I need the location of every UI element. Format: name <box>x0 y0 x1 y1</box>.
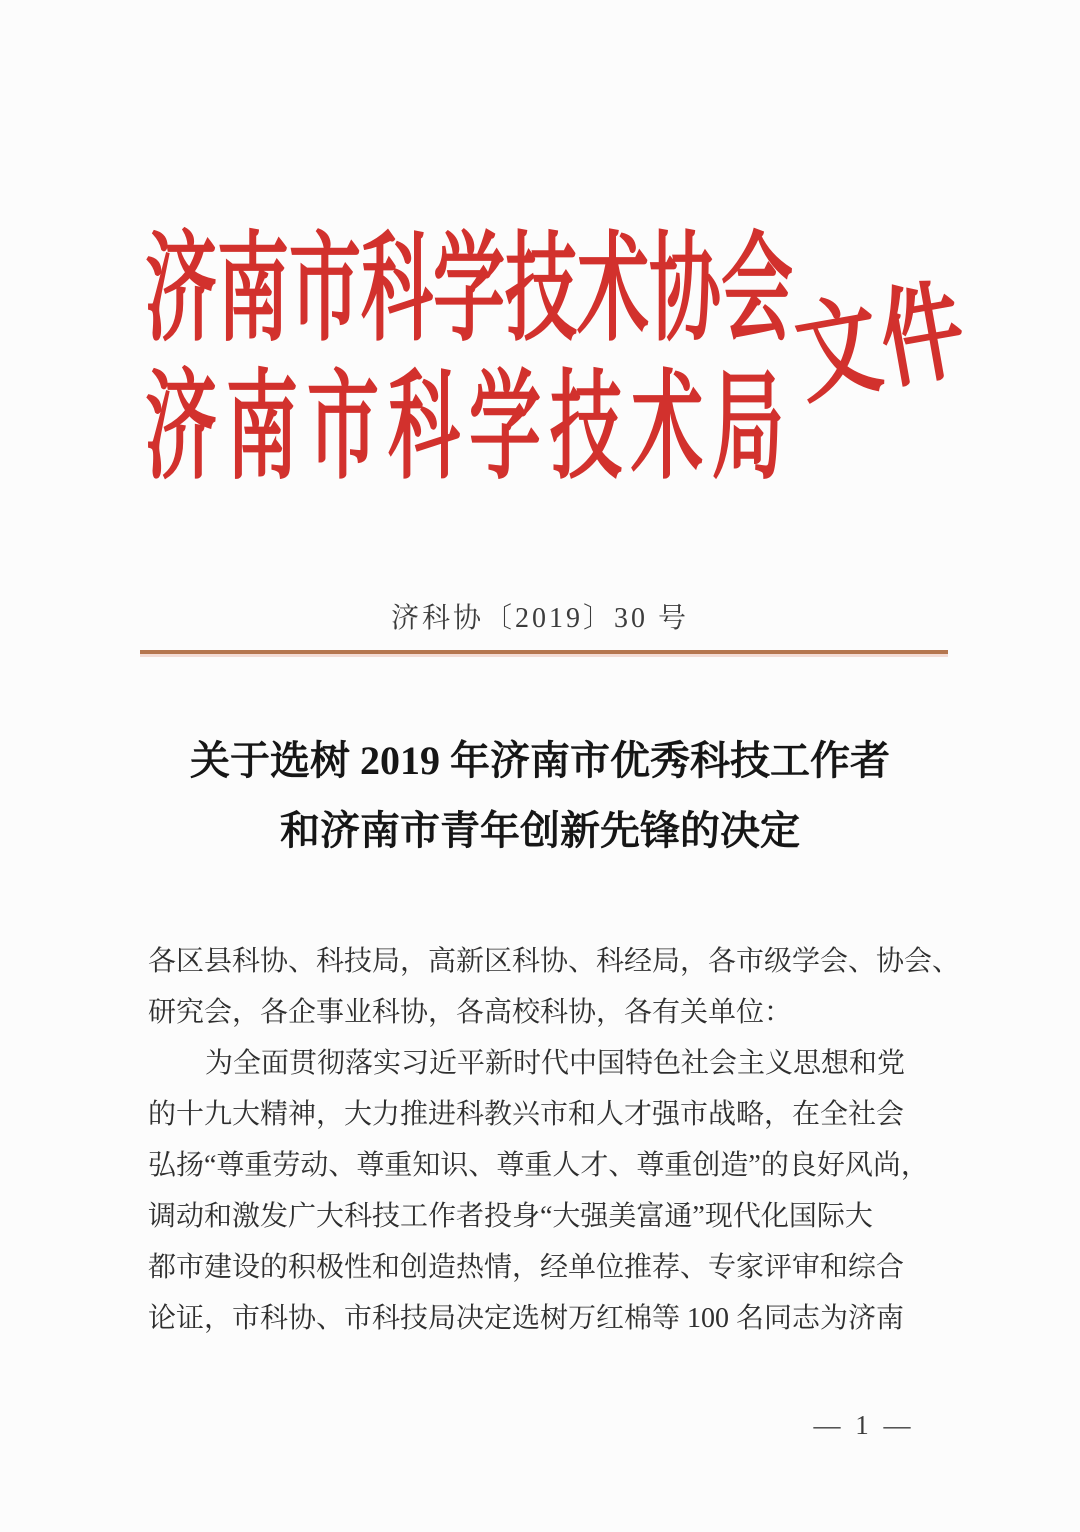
body-line-5: 弘扬“尊重劳动、尊重知识、尊重人才、尊重创造”的良好风尚， <box>148 1150 929 1181</box>
doc-type-label: 文件 <box>787 269 977 418</box>
document-reference-number: 济科协〔2019〕30 号 <box>390 603 689 634</box>
title-line-1: 关于选树 2019 年济南市优秀科技工作者 <box>190 738 890 783</box>
org-name-line-2: 济南市科学技术局 <box>145 362 794 494</box>
page-number: — 1 — <box>813 1410 915 1440</box>
body-line-7: 都市建设的积极性和创造热情，经单位推荐、专家评审和综合 <box>148 1252 905 1283</box>
document-body <box>148 936 961 1344</box>
org-name-line-1: 济南市科学技术协会 <box>145 224 794 356</box>
body-line-1: 各区县科协、科技局，高新区科协、科经局，各市级学会、协会、 <box>148 946 961 977</box>
body-line-4: 的十九大精神，大力推进科教兴市和人才强市战略，在全社会 <box>148 1099 905 1130</box>
body-line-6: 调动和激发广大科技工作者投身“大强美富通”现代化国际大 <box>148 1201 873 1232</box>
body-line-3: 为全面贯彻落实习近平新时代中国特色社会主义思想和党 <box>205 1048 906 1079</box>
body-line-2: 研究会，各企事业科协，各高校科协，各有关单位： <box>148 997 793 1028</box>
body-line-8: 论证，市科协、市科技局决定选树万红棉等 100 名同志为济南 <box>148 1303 905 1334</box>
title-line-2: 和济南市青年创新先锋的决定 <box>280 808 800 853</box>
document-title <box>0 726 1080 866</box>
red-divider-line <box>140 650 948 654</box>
